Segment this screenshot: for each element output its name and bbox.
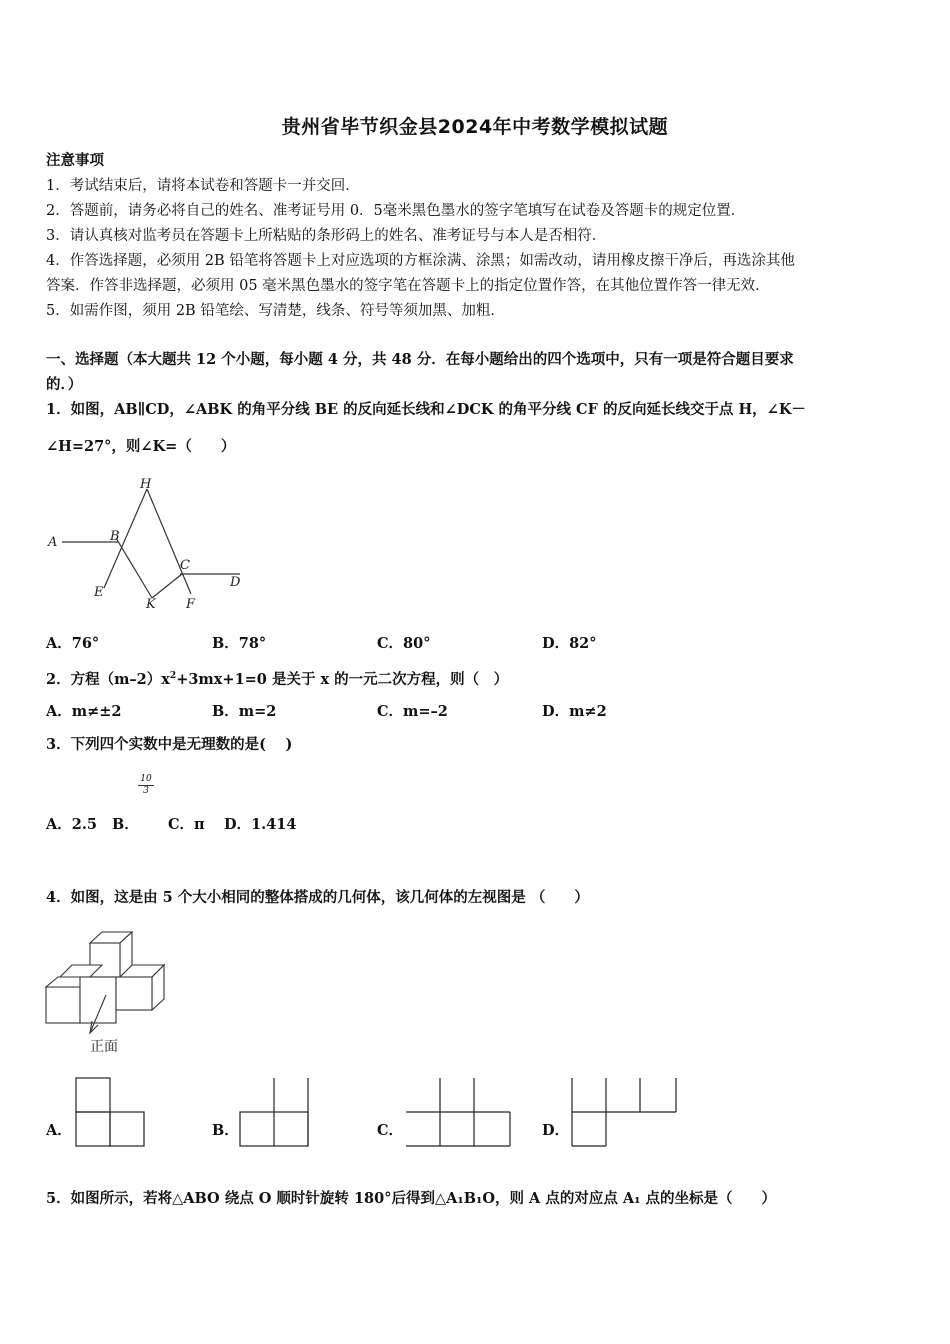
- q3-fraction-denominator: 3: [143, 786, 149, 796]
- q3-stem: 3．下列四个实数中是无理数的是( ): [46, 736, 293, 753]
- q2-stem-part-1: 2．方程（m–2）x: [46, 670, 170, 688]
- q2-option-b[interactable]: B．m=2: [212, 703, 277, 720]
- q4-cubes-figure: [40, 925, 180, 1060]
- q5-stem: 5．如图所示，若将△ABO 绕点 O 顺时针旋转 180°后得到△A₁B₁O，则 A 点的对应点 A₁ 点的坐标是（ ）: [46, 1190, 777, 1207]
- q4-option-b[interactable]: B．: [212, 1122, 239, 1139]
- line-kc: [152, 574, 182, 598]
- q3-option-d[interactable]: D．1.414: [224, 816, 297, 833]
- label-k: K: [146, 597, 156, 612]
- q1-stem-line-2: ∠H=27°，则∠K=（ ）: [46, 438, 236, 455]
- q3-option-b[interactable]: B．: [112, 816, 139, 833]
- line-hf: [147, 489, 191, 594]
- q4-option-a[interactable]: A．: [46, 1122, 72, 1139]
- notice-line-4: 4．作答选择题，必须用 2B 铅笔将答题卡上对应选项的方框涂满、涂黑；如需改动，请用橡皮擦干净后，再选涂其他: [46, 253, 795, 269]
- cube-front-3: [116, 977, 152, 1010]
- notice-heading: 注意事项: [46, 152, 104, 169]
- q4-option-d-figure[interactable]: [570, 1076, 680, 1148]
- q1-option-a[interactable]: A．76°: [46, 635, 100, 652]
- q2-exponent: 2: [169, 671, 177, 681]
- q2-stem: [46, 666, 508, 690]
- q1-geometry-figure: [40, 470, 260, 620]
- label-d: D: [230, 575, 241, 590]
- q3-option-a[interactable]: A．2.5: [46, 816, 97, 833]
- page-title: 贵州省毕节织金县2024年中考数学模拟试题: [281, 116, 669, 138]
- q1-option-c[interactable]: C．80°: [377, 635, 431, 652]
- front-label: 正面: [90, 1039, 118, 1055]
- q2-option-a[interactable]: A．m≠±2: [46, 703, 122, 720]
- label-f: F: [186, 597, 196, 612]
- label-a: A: [48, 535, 58, 550]
- q2-stem-part-2: +3mx+1=0 是关于 x 的一元二次方程，则（ ）: [176, 670, 509, 688]
- q4-option-c-figure[interactable]: [404, 1076, 514, 1148]
- q3-fraction: [138, 774, 154, 797]
- q2-option-c[interactable]: C．m=–2: [377, 703, 448, 720]
- section-heading-line-1: 一、选择题（本大题共 12 个小题，每小题 4 分，共 48 分．在每小题给出的四个选项中，只有一项是符合题目要求: [46, 351, 794, 368]
- q4-option-a-figure[interactable]: [74, 1076, 148, 1148]
- q2-option-d[interactable]: D．m≠2: [542, 703, 607, 720]
- section-heading-line-2: 的．）: [46, 376, 83, 393]
- notice-line-6: 5．如需作图，须用 2B 铅笔绘、写清楚，线条、符号等须加黑、加粗．: [46, 303, 505, 319]
- q4-stem: 4．如图，这是由 5 个大小相同的整体搭成的几何体，该几何体的左视图是 （ ）: [46, 889, 589, 906]
- label-c: C: [180, 558, 190, 573]
- notice-line-5: 答案．作答非选择题，必须用 05 毫米黑色墨水的签字笔在答题卡上的指定位置作答，在其他位置作答一律无效．: [46, 278, 770, 294]
- q1-option-d[interactable]: D．82°: [542, 635, 597, 652]
- notice-line-2: 2．答题前，请务必将自己的姓名、准考证号用 0．5毫米黑色墨水的签字笔填写在试卷及答题卡的规定位置．: [46, 203, 746, 219]
- q3-option-c[interactable]: C．π: [168, 816, 205, 833]
- q1-option-b[interactable]: B．78°: [212, 635, 267, 652]
- label-b: B: [110, 529, 120, 544]
- q1-stem-line-1: 1．如图，AB∥CD，∠ABK 的角平分线 BE 的反向延长线和∠DCK 的角平分线 CF 的反向延长线交于点 H，∠K－: [46, 401, 806, 418]
- notice-line-1: 1．考试结束后，请将本试卷和答题卡一并交回．: [46, 178, 360, 194]
- cube-front-1: [46, 987, 80, 1023]
- q4-option-d[interactable]: D．: [542, 1122, 570, 1139]
- notice-line-3: 3．请认真核对监考员在答题卡上所粘贴的条形码上的姓名、准考证号与本人是否相符．: [46, 228, 607, 244]
- cube-front-2: [80, 977, 116, 1023]
- q4-option-c[interactable]: C．: [377, 1122, 404, 1139]
- q3-fraction-numerator: 10: [138, 774, 154, 786]
- line-bk: [116, 538, 152, 598]
- label-e: E: [94, 585, 104, 600]
- label-h: H: [140, 477, 152, 492]
- q4-option-b-figure[interactable]: [238, 1076, 312, 1148]
